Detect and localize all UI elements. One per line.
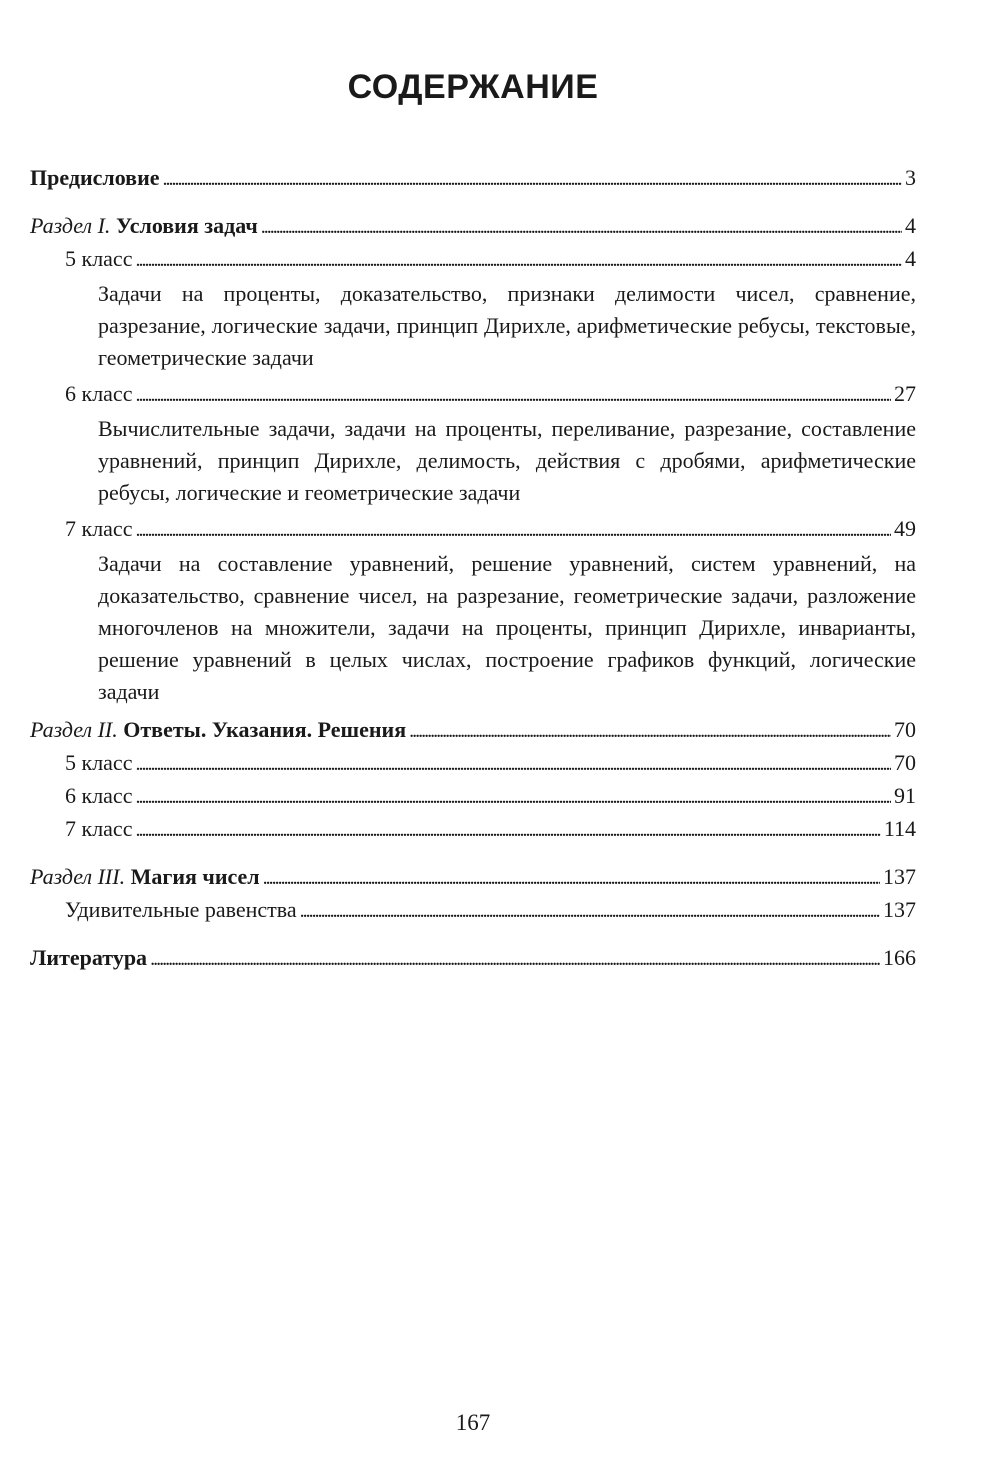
toc-entry-s1-grade-6[interactable]	[30, 378, 916, 411]
toc-page-number: 91	[894, 783, 916, 808]
toc-entry-title: Удивительные равенства	[65, 897, 297, 922]
toc-entry-literature[interactable]	[30, 942, 916, 975]
toc-page-number: 137	[883, 897, 916, 922]
toc-page-number: 70	[894, 717, 916, 742]
toc-page-number: 166	[883, 945, 916, 970]
dot-leader	[135, 513, 891, 546]
toc-page-number: 137	[883, 864, 916, 889]
table-of-contents	[30, 162, 916, 975]
toc-entry-title: 6 класс	[65, 381, 133, 406]
dot-leader	[261, 210, 902, 243]
dot-leader	[300, 894, 880, 927]
toc-entry-s1-grade-7[interactable]	[30, 513, 916, 546]
toc-entry-section-3[interactable]	[30, 861, 916, 894]
page-title: СОДЕРЖАНИЕ	[347, 68, 599, 106]
toc-page-number: 70	[894, 750, 916, 775]
dot-leader	[135, 747, 891, 780]
toc-entry-title: 7 класс	[65, 816, 133, 841]
toc-page-number: 3	[905, 165, 916, 190]
section-title: Условия задач	[115, 213, 258, 238]
toc-entry-title: Литература	[30, 945, 148, 970]
toc-entry-section-1[interactable]	[30, 210, 916, 243]
toc-entry-s1-grade-5[interactable]	[30, 243, 916, 276]
dot-leader	[135, 378, 891, 411]
toc-page-number: 4	[905, 213, 916, 238]
toc-entry-title	[30, 714, 406, 746]
toc-entry-preface[interactable]	[30, 162, 916, 195]
toc-page-number: 4	[905, 246, 916, 271]
toc-entry-description: Задачи на составление уравнений, решение уравнений, систем уравнений, на доказательство, сравнение чисел, на разрезание, геометрические задачи, разложение многочленов на множители, задачи на проценты, принцип Дирихле, инварианты, решение уравнений в целых числах, построение графиков функций, логические задачи	[98, 551, 916, 704]
section-prefix: Раздел I.	[30, 213, 111, 238]
page-number: 167	[455, 1410, 491, 1435]
dot-leader	[135, 813, 880, 846]
toc-entry-title	[30, 210, 258, 242]
toc-entry-section-2[interactable]	[30, 714, 916, 747]
dot-leader	[263, 861, 880, 894]
dot-leader	[135, 243, 902, 276]
dot-leader	[135, 780, 891, 813]
section-prefix: Раздел II.	[30, 717, 118, 742]
toc-entry-s2-grade-5[interactable]	[30, 747, 916, 780]
toc-page-number: 49	[894, 516, 916, 541]
dot-leader	[409, 714, 891, 747]
toc-entry-title: 5 класс	[65, 246, 133, 271]
section-title: Магия чисел	[130, 864, 260, 889]
toc-entry-title: Предисловие	[30, 165, 160, 190]
toc-entry-s2-grade-6[interactable]	[30, 780, 916, 813]
toc-entry-description: Задачи на проценты, доказательство, признаки делимости чисел, сравнение, разрезание, логические задачи, принцип Дирихле, арифметические ребусы, текстовые, геометрические задачи	[98, 281, 916, 370]
dot-leader	[163, 162, 902, 195]
section-title: Ответы. Указания. Решения	[123, 717, 407, 742]
toc-entry-description: Вычислительные задачи, задачи на проценты, переливание, разрезание, составление уравнений, принцип Дирихле, делимость, действия с дробями, арифметические ребусы, логические и геометрические задачи	[98, 416, 916, 505]
toc-page-number: 27	[894, 381, 916, 406]
toc-entry-title	[30, 861, 260, 893]
toc-entry-s2-grade-7[interactable]	[30, 813, 916, 846]
toc-entry-title: 5 класс	[65, 750, 133, 775]
dot-leader	[150, 942, 880, 975]
toc-entry-title: 7 класс	[65, 516, 133, 541]
toc-entry-title: 6 класс	[65, 783, 133, 808]
section-prefix: Раздел III.	[30, 864, 126, 889]
toc-entry-s3-sub[interactable]	[30, 894, 916, 927]
toc-page-number: 114	[883, 816, 916, 841]
